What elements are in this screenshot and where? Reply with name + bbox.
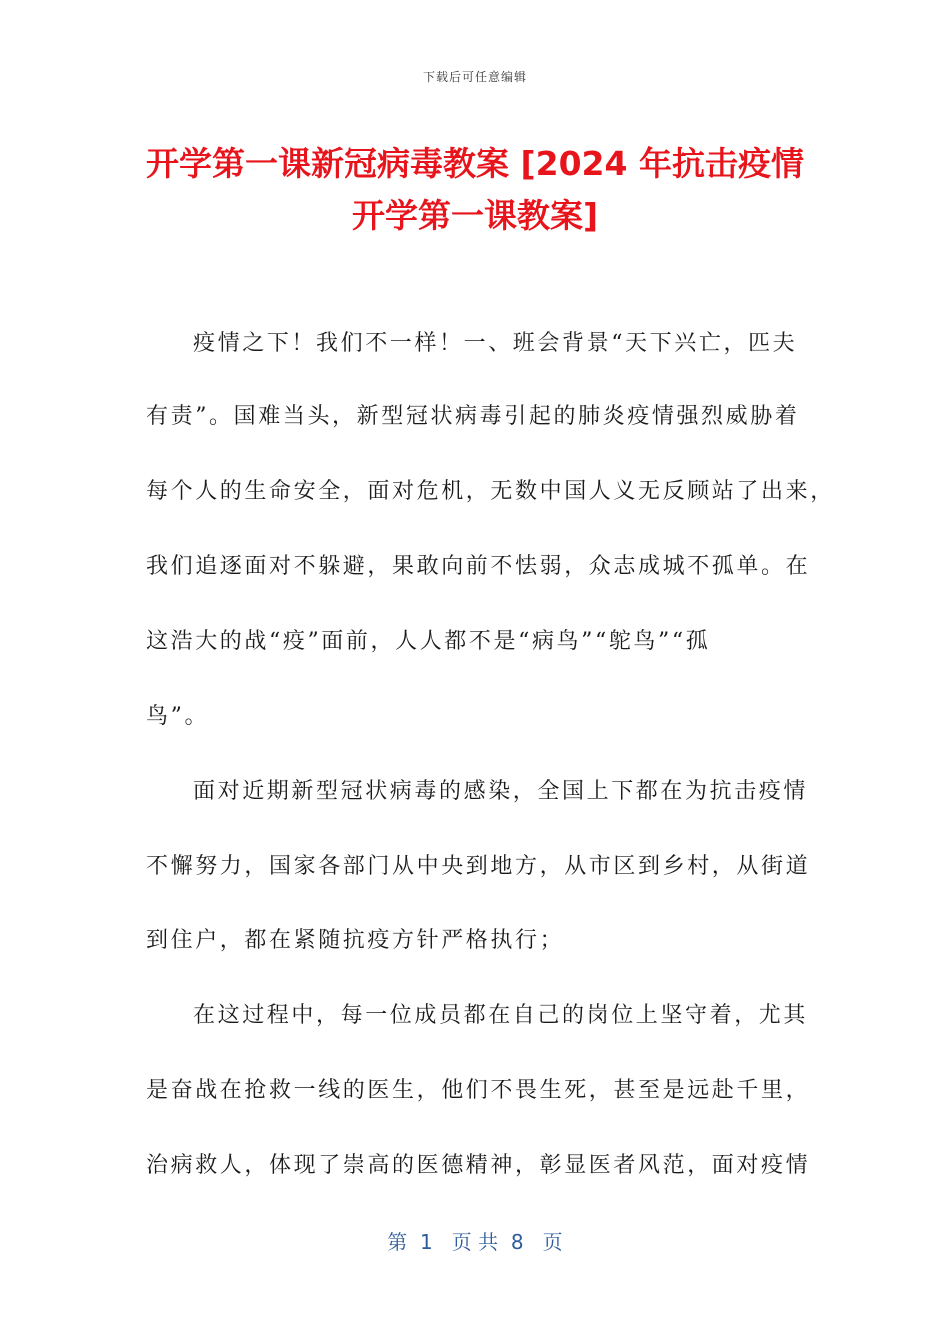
paragraph-2-line-3: 到住户，都在紧随抗疫方针严格执行； — [146, 928, 565, 953]
title-line-1: 开学第一课新冠病毒教案 [2024 年抗击疫情 — [146, 144, 804, 183]
paragraph-2-line-2: 不懈努力，国家各部门从中央到地方，从市区到乡村，从街道 — [146, 854, 811, 879]
title-line-2: 开学第一课教案] — [351, 196, 599, 235]
paragraph-1-line-6: 鸟”。 — [146, 704, 210, 729]
paragraph-2-line-1: 面对近期新型冠状病毒的感染，全国上下都在为抗击疫情 — [193, 779, 809, 804]
paragraph-1-line-4: 我们追逐面对不躲避，果敢向前不怯弱，众志成城不孤单。在 — [146, 554, 811, 579]
paragraph-1-line-2: 有责”。国难当头，新型冠状病毒引起的肺炎疫情强烈威胁着 — [146, 404, 800, 429]
page-number-footer: 第 1 页 共 8 页 — [387, 1230, 563, 1254]
paragraph-1-line-5: 这浩大的战“疫”面前，人人都不是“病鸟”“鸵鸟”“孤 — [146, 629, 711, 654]
paragraph-3-line-2: 是奋战在抢救一线的医生，他们不畏生死，甚至是远赴千里， — [146, 1078, 811, 1103]
header-note: 下载后可任意编辑 — [422, 70, 527, 84]
document-title — [120, 138, 830, 242]
paragraph-1-line-1: 疫情之下！我们不一样！一、班会背景“天下兴亡，匹夫 — [193, 331, 798, 356]
paragraph-1-line-3: 每个人的生命安全，面对危机，无数中国人义无反顾站了出来， — [146, 479, 835, 504]
paragraph-3-line-3: 治病救人，体现了崇高的医德精神，彰显医者风范，面对疫情 — [146, 1153, 811, 1178]
paragraph-3-line-1: 在这过程中，每一位成员都在自己的岗位上坚守着，尤其 — [193, 1003, 809, 1028]
